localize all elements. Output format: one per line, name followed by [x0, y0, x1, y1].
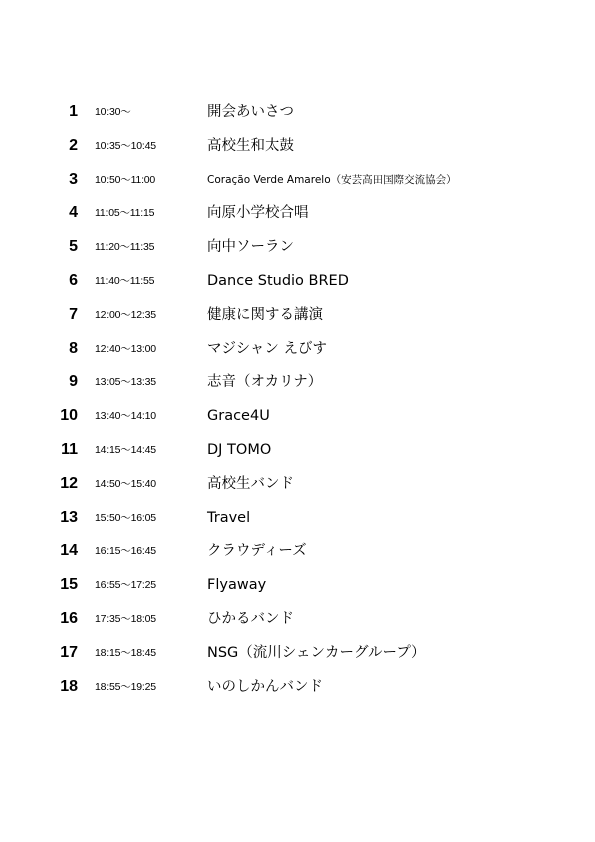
program-row [0, 433, 595, 467]
row-title: Grace4U [207, 408, 270, 425]
row-time: 11:05～11:15 [95, 207, 155, 220]
row-title: 開会あいさつ [207, 104, 294, 120]
row-time: 11:40～11:55 [95, 274, 155, 287]
row-time: 18:55～19:25 [95, 680, 156, 693]
program-row [0, 264, 595, 298]
row-number: 4 [69, 204, 78, 222]
row-number: 1 [69, 103, 78, 120]
row-time: 16:15～16:45 [95, 545, 156, 558]
row-time: 13:40～14:10 [95, 410, 156, 423]
row-title: NSG（流川シェンカーグループ） [207, 644, 426, 661]
program-row [0, 230, 595, 264]
row-number: 7 [69, 305, 78, 323]
row-number: 14 [60, 542, 78, 560]
row-number: 5 [69, 238, 78, 256]
row-time: 12:40～13:00 [95, 342, 156, 355]
row-time: 12:00～12:35 [95, 308, 156, 321]
row-number: 12 [60, 474, 78, 492]
row-number: 3 [69, 170, 78, 188]
row-time: 14:15～14:45 [95, 443, 156, 456]
row-time: 15:50～16:05 [95, 511, 156, 524]
program-row [0, 95, 595, 129]
row-title: ひかるバンド [207, 610, 294, 627]
row-number: 15 [60, 576, 78, 594]
row-number: 17 [60, 643, 78, 661]
row-time: 16:55～17:25 [95, 579, 156, 592]
row-time: 18:15～18:45 [95, 646, 156, 659]
row-number: 13 [60, 508, 78, 526]
row-time: 10:50～11:00 [95, 173, 156, 186]
row-title: 健康に関する講演 [207, 306, 323, 323]
row-number: 9 [69, 373, 78, 391]
program-row [0, 332, 595, 366]
row-title: DJ TOMO [207, 441, 272, 458]
program-row [0, 636, 595, 670]
row-title: Dance Studio BRED [207, 272, 349, 289]
row-title: 高校生バンド [207, 475, 294, 492]
row-number: 18 [60, 677, 78, 695]
row-title: いのしかんバンド [207, 678, 323, 695]
row-title: 向中ソーラン [207, 239, 294, 256]
row-number: 2 [69, 136, 78, 154]
row-title: マジシャン えびす [207, 340, 327, 357]
row-number: 16 [60, 609, 78, 627]
row-title: Flyaway [207, 577, 267, 594]
program-row [0, 163, 595, 197]
program-row [0, 602, 595, 636]
program-row [0, 129, 595, 163]
program-row [0, 399, 595, 433]
row-time: 13:05～13:35 [95, 376, 156, 389]
row-number: 8 [69, 339, 78, 357]
row-time: 14:50～15:40 [95, 477, 156, 490]
program-row [0, 501, 595, 535]
program-list [0, 95, 595, 703]
program-row [0, 568, 595, 602]
program-row [0, 298, 595, 332]
row-time: 17:35～18:05 [95, 612, 156, 625]
program-row [0, 365, 595, 399]
row-title: クラウディーズ [207, 543, 307, 560]
row-title: Travel [207, 509, 251, 526]
row-number: 10 [60, 407, 78, 425]
program-row [0, 467, 595, 501]
row-time: 10:30～ [95, 106, 131, 118]
row-title: Coração Verde Amarelo（安芸高田国際交流協会） [207, 173, 457, 186]
row-title: 向原小学校合唱 [207, 205, 309, 222]
row-title: 志音（オカリナ） [207, 374, 323, 391]
row-number: 6 [69, 271, 78, 289]
program-row [0, 670, 595, 704]
row-title: 高校生和太鼓 [207, 137, 294, 154]
row-number: 11 [61, 440, 78, 458]
row-time: 11:20～11:35 [95, 241, 155, 254]
program-row [0, 534, 595, 568]
row-time: 10:35～10:45 [95, 139, 156, 152]
program-row [0, 196, 595, 230]
